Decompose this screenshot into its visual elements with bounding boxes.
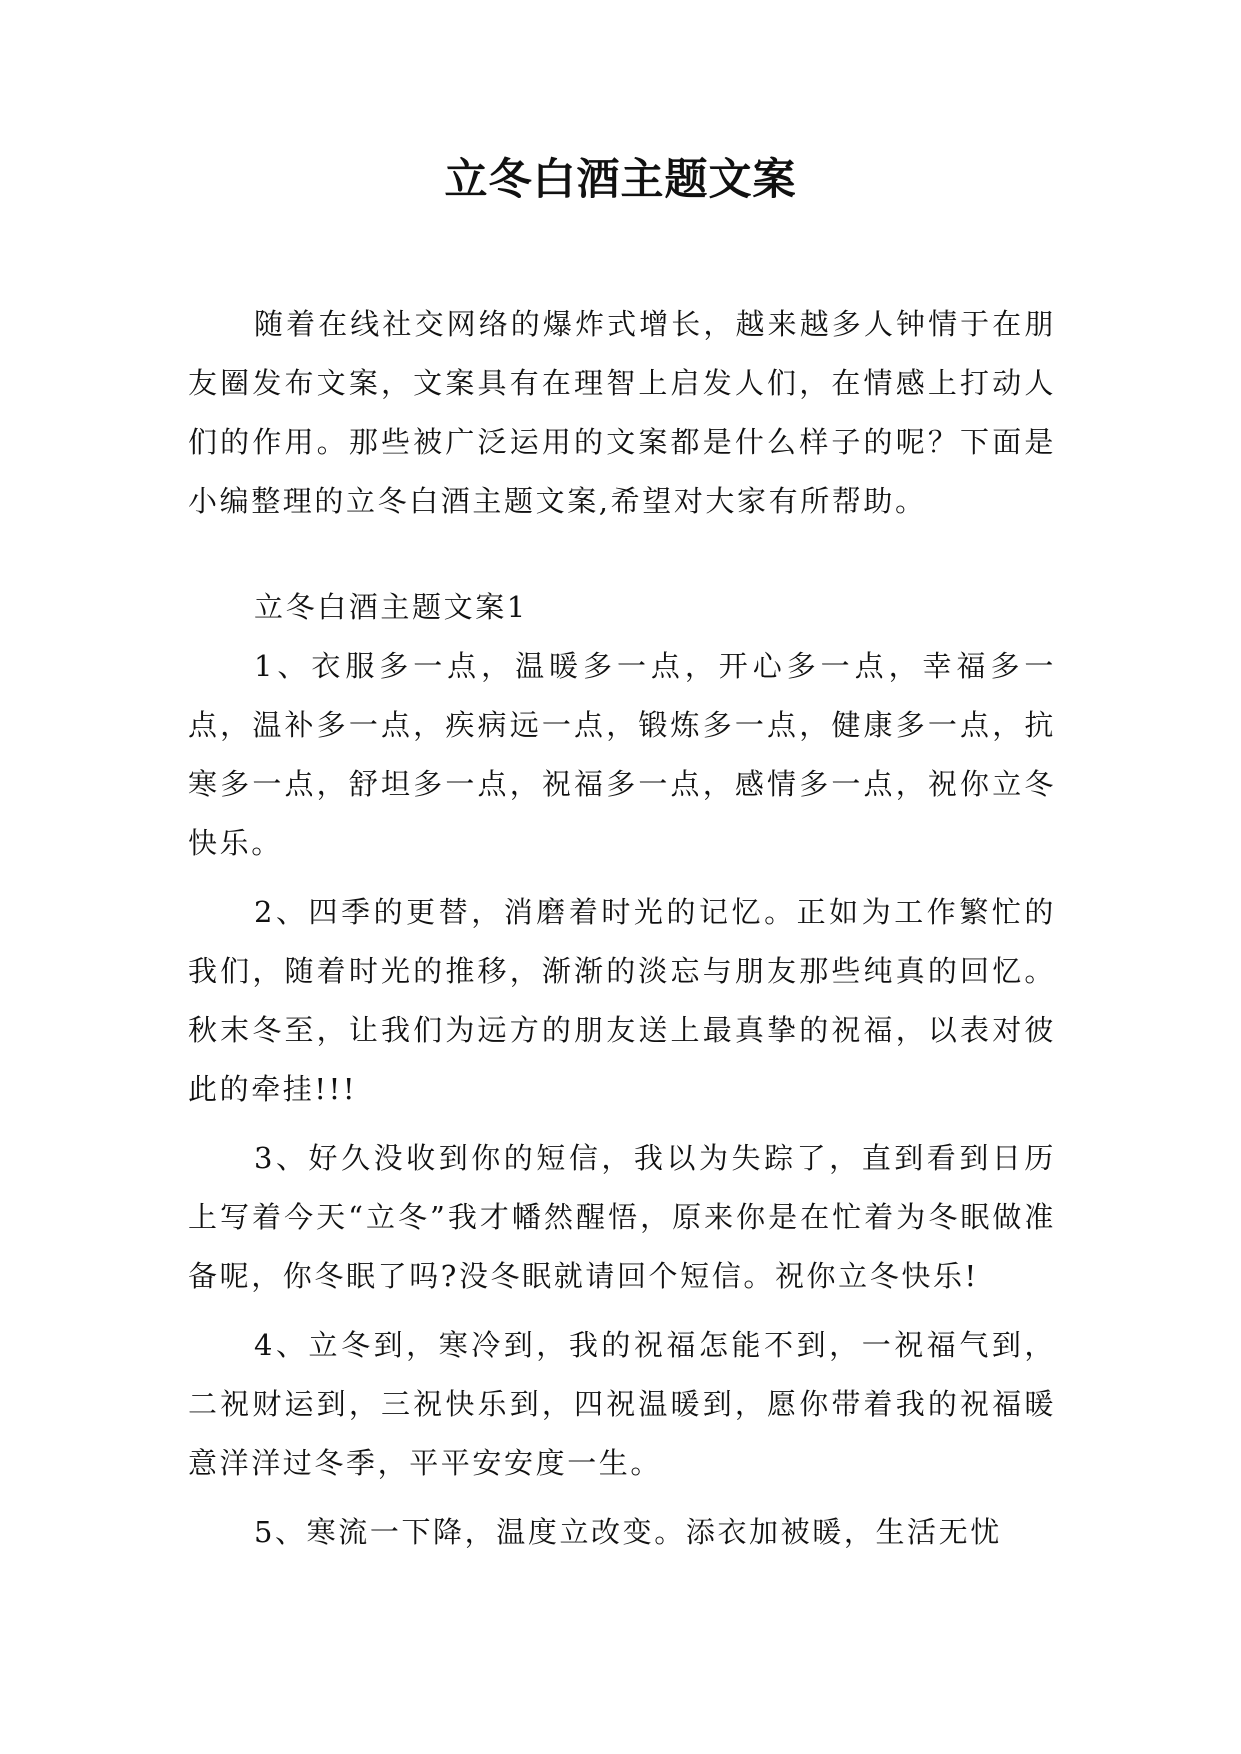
list-item: 1、衣服多一点，温暖多一点，开心多一点，幸福多一点，温补多一点，疾病远一点，锻炼多一点，健康多一点，抗寒多一点，舒坦多一点，祝福多一点，感情多一点，祝你立冬快乐。: [188, 649, 1056, 860]
page-title: 立冬白酒主题文案: [444, 155, 797, 205]
section-heading: 立冬白酒主题文案1: [254, 590, 528, 624]
list-item: 3、好久没收到你的短信，我以为失踪了，直到看到日历上写着今天“立冬”我才幡然醒悟，原来你是在忙着为冬眠做准备呢，你冬眠了吗?没冬眠就请回个短信。祝你立冬快乐!: [188, 1141, 1056, 1293]
copy-list: [188, 637, 1056, 1572]
list-item: 5、寒流一下降，温度立改变。添衣加被暖，生活无忧: [254, 1515, 1002, 1549]
list-item: 4、立冬到，寒冷到，我的祝福怎能不到，一祝福气到，二祝财运到，三祝快乐到，四祝温暖到，愿你带着我的祝福暖意洋洋过冬季，平平安安度一生。: [188, 1328, 1056, 1480]
intro-paragraph: 随着在线社交网络的爆炸式增长，越来越多人钟情于在朋友圈发布文案，文案具有在理智上启发人们，在情感上打动人们的作用。那些被广泛运用的文案都是什么样子的呢？下面是小编整理的立冬白酒主题文案,希望对大家有所帮助。: [188, 307, 1056, 518]
list-item: 2、四季的更替，消磨着时光的记忆。正如为工作繁忙的我们，随着时光的推移，渐渐的淡忘与朋友那些纯真的回忆。秋末冬至，让我们为远方的朋友送上最真挚的祝福，以表对彼此的牵挂!!!: [188, 895, 1056, 1106]
